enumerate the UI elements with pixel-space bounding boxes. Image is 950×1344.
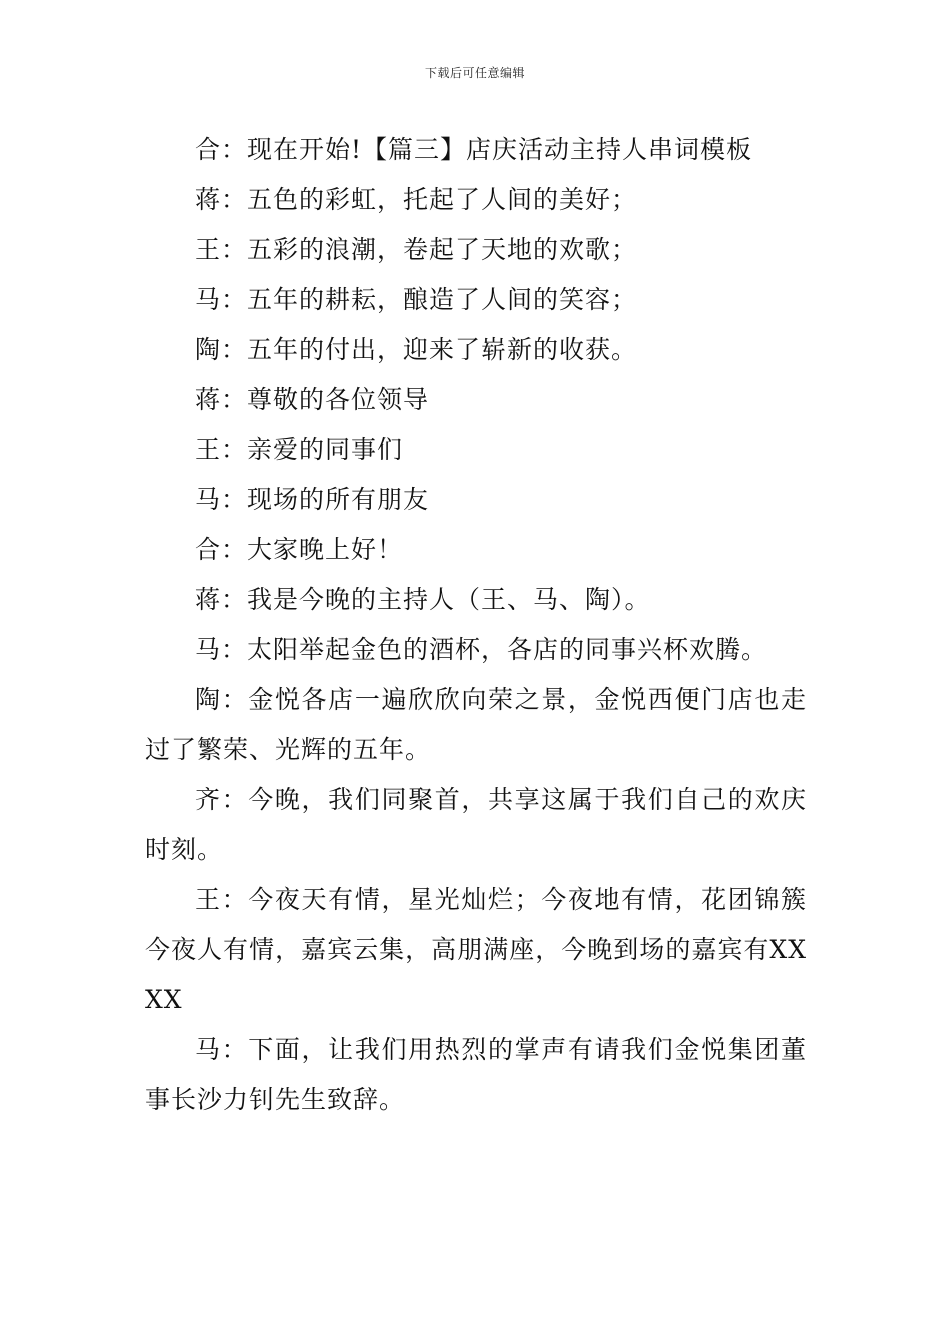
paragraph-2: 蒋：五色的彩虹，托起了人间的美好；: [195, 185, 638, 214]
paragraph-15: 马：下面，让我们用热烈的掌声有请我们金悦集团董事长沙力钊先生致辞。: [145, 1035, 807, 1114]
paragraph-7: 王：亲爱的同事们: [195, 435, 404, 464]
paragraph-3: 王：五彩的浪潮，卷起了天地的欢歌；: [195, 235, 638, 264]
paragraph-5: 陶：五年的付出，迎来了崭新的收获。: [195, 335, 638, 364]
paragraph-12: 陶：金悦各店一遍欣欣向荣之景，金悦西便门店也走过了繁荣、光辉的五年。: [145, 685, 807, 764]
paragraph-8: 马：现场的所有朋友: [195, 485, 430, 514]
page-header: 下载后可任意编辑: [424, 66, 525, 80]
document-body: [145, 125, 807, 1125]
paragraph-9: 合：大家晚上好！: [195, 535, 404, 564]
paragraph-6: 蒋：尊敬的各位领导: [195, 385, 430, 414]
paragraph-13: 齐：今晚，我们同聚首，共享这属于我们自己的欢庆时刻。: [145, 785, 807, 864]
paragraph-14: 王：今夜天有情，星光灿烂；今夜地有情，花团锦簇今夜人有情，嘉宾云集，高朋满座，今晚到场的嘉宾有XXXX: [145, 885, 807, 1014]
paragraph-10: 蒋：我是今晚的主持人（王、马、陶）。: [195, 585, 651, 614]
paragraph-4: 马：五年的耕耘，酿造了人间的笑容；: [195, 285, 638, 314]
paragraph-1: 合：现在开始!【篇三】店庆活动主持人串词模板: [195, 135, 753, 164]
paragraph-11: 马：太阳举起金色的酒杯，各店的同事兴杯欢腾。: [195, 635, 768, 664]
